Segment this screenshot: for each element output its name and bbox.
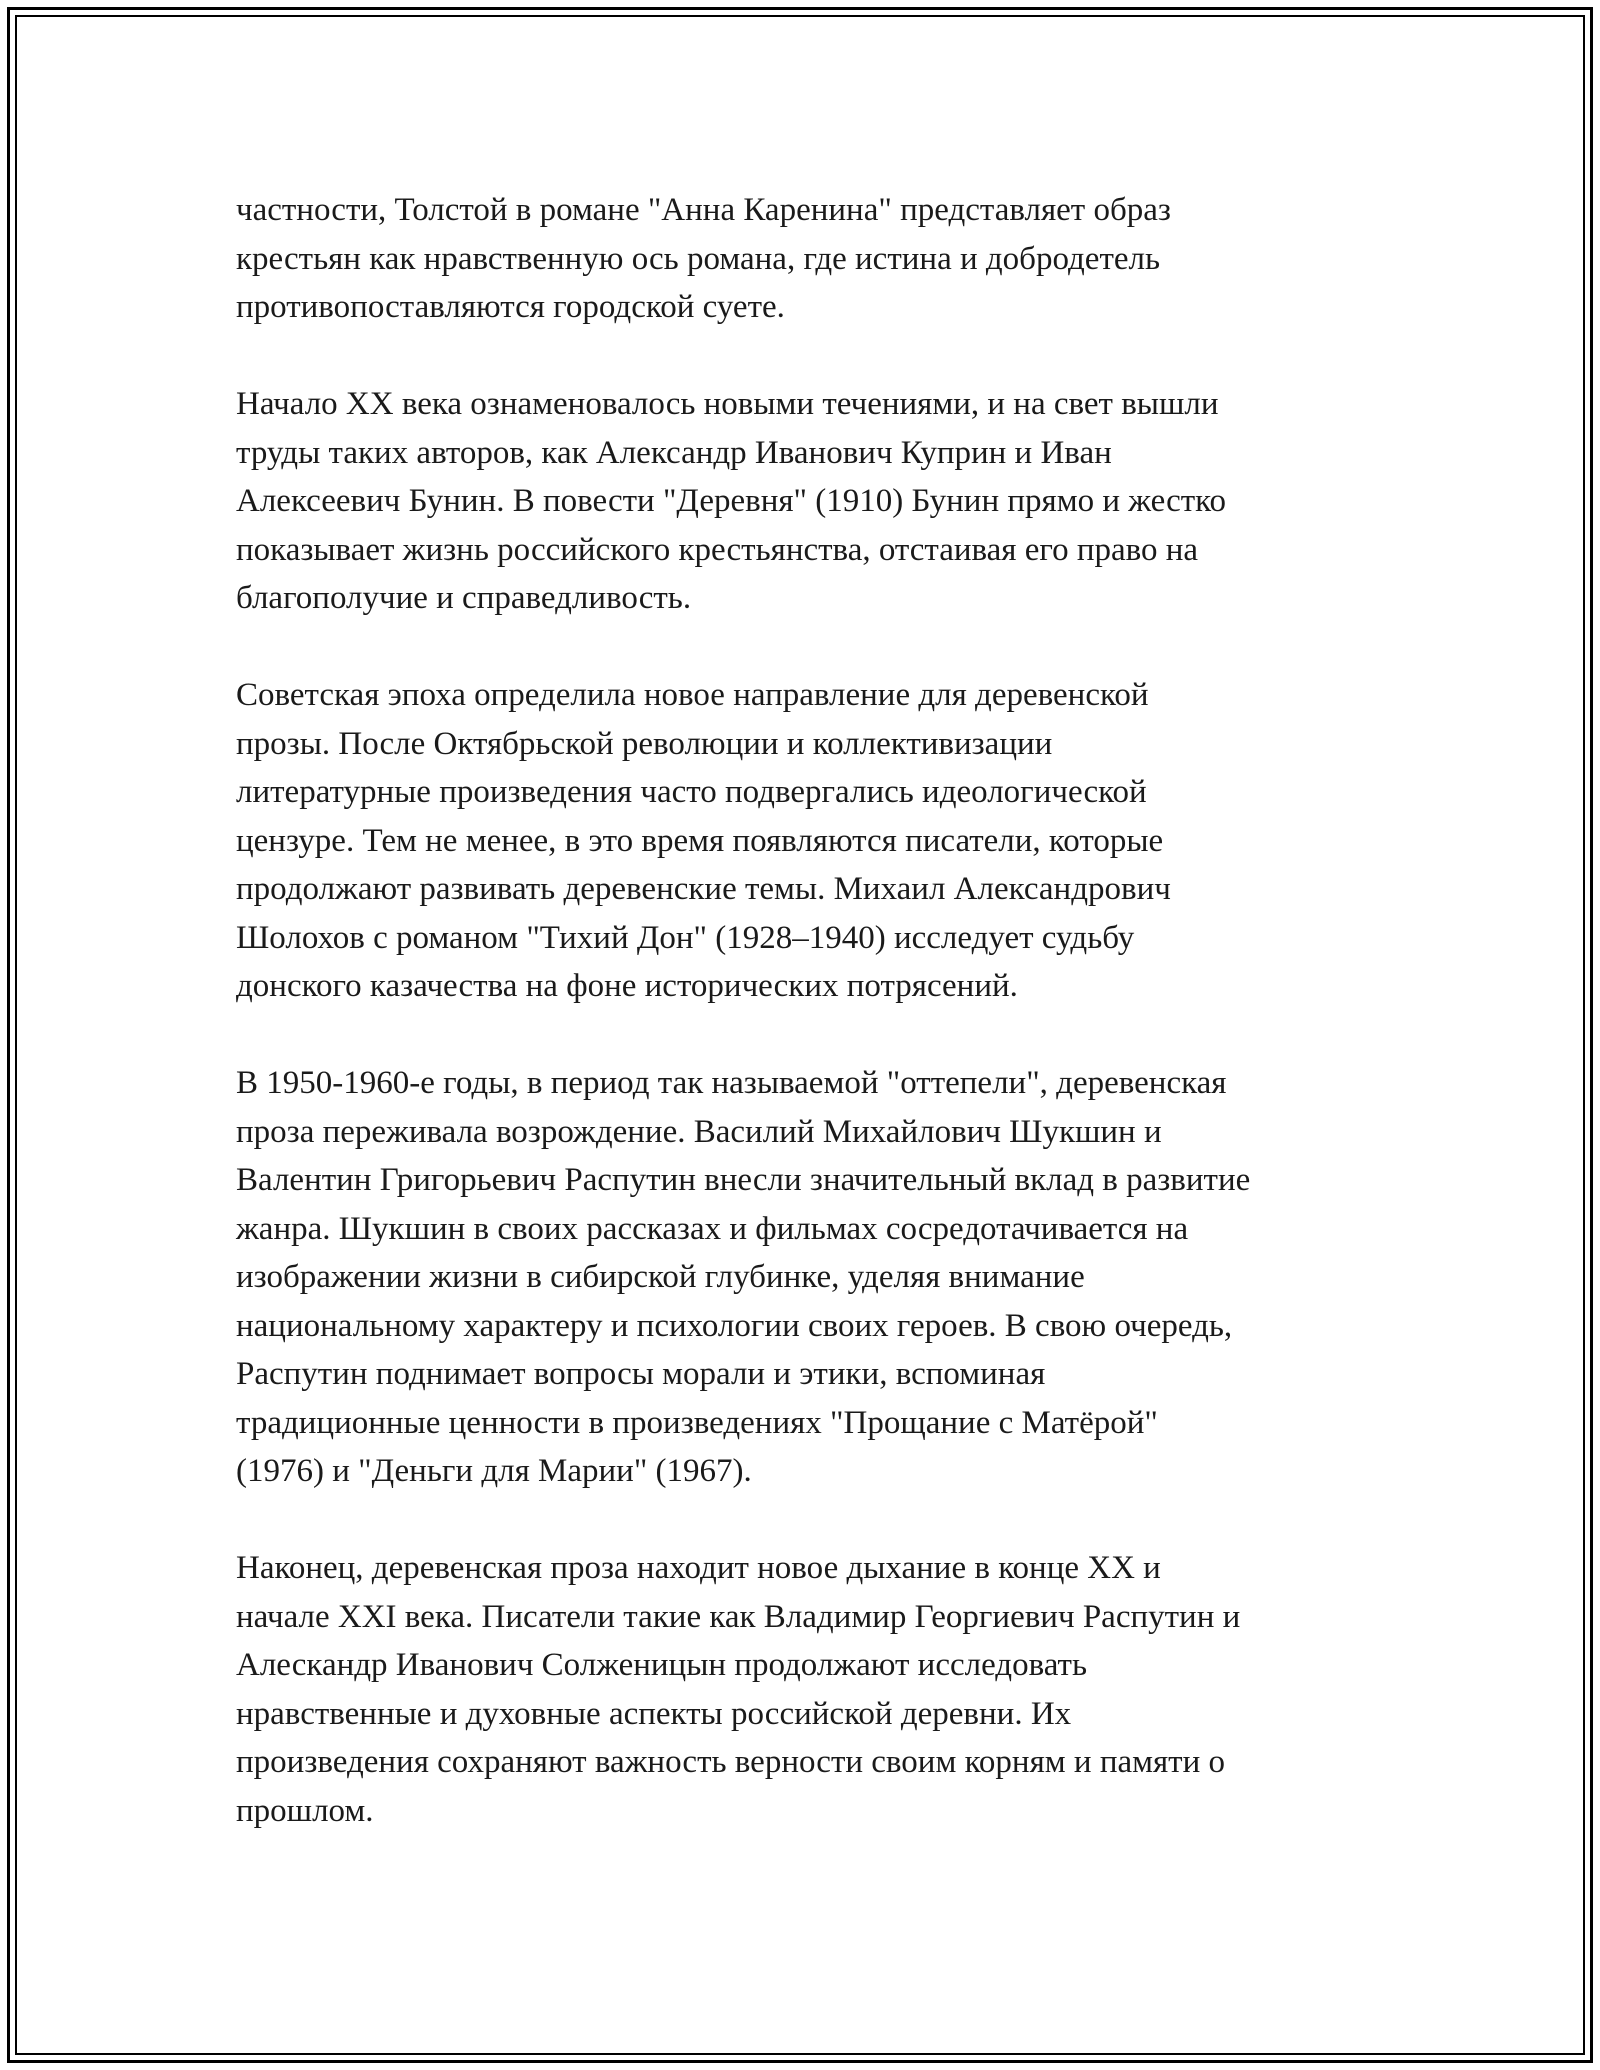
paragraph-3: Советская эпоха определила новое направление для деревенской прозы. После Октябрьской революции и коллективизации литературные произведения часто подвергались идеологической цензуре. Тем не менее, в это время появляются писатели, которые продолжают развивать деревенские темы. Михаил Александрович Шолохов с романом "Тихий Дон" (1928–1940) исследует судьбу донского казачества на фоне исторических потрясений. [236, 677, 1171, 1004]
paragraph-5: Наконец, деревенская проза находит новое дыхание в конце XX и начале XXI века. Писатели такие как Владимир Георгиевич Распутин и Алескандр Иванович Солженицын продолжают исследовать нравственные и духовные аспекты российской деревни. Их произведения сохраняют важность верности своим корням и памяти о прошлом. [236, 1550, 1241, 1829]
paragraph-4: В 1950-1960-е годы, в период так называемой "оттепели", деревенская проза переживала возрождение. Василий Михайлович Шукшин и Валентин Григорьевич Распутин внесли значительный вклад в развитие жанра. Шукшин в своих рассказах и фильмах сосредотачивается на изображении жизни в сибирской глубинке, уделяя внимание национальному характеру и психологии своих героев. В свою очередь, Распутин поднимает вопросы морали и этики, вспоминая традиционные ценности в произведениях "Прощание с Матёрой" (1976) и "Деньги для Марии" (1967). [236, 1065, 1251, 1489]
document-body [236, 186, 1386, 1884]
paragraph-2: Начало XX века ознаменовалось новыми течениями, и на свет вышли труды таких авторов, как Александр Иванович Куприн и Иван Алексеевич Бунин. В повести "Деревня" (1910) Бунин прямо и жестко показывает жизнь российского крестьянства, отстаивая его право на благополучие и справедливость. [236, 386, 1226, 616]
paragraph-1: частности, Толстой в романе "Анна Каренина" представляет образ крестьян как нравственную ось романа, где истина и добродетель противопоставляются городской суете. [236, 192, 1171, 325]
